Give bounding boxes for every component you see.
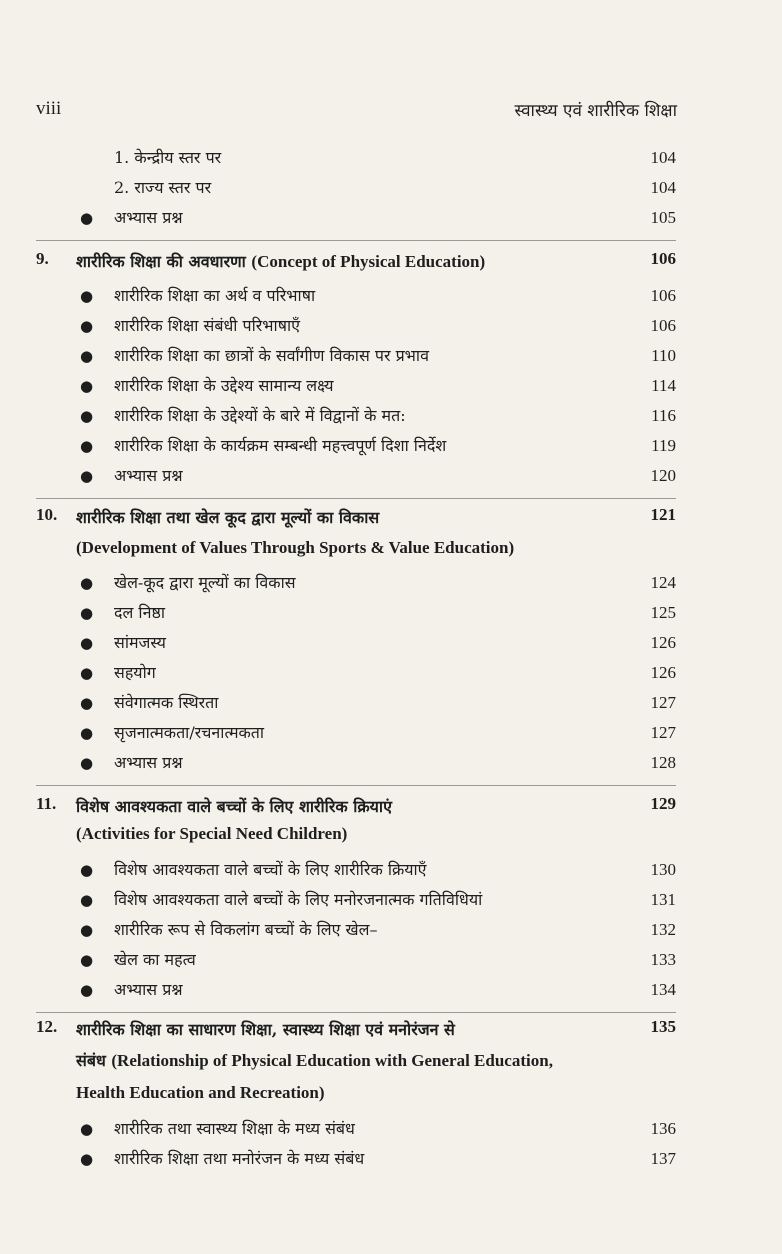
bullet-icon: ● [80, 1150, 94, 1168]
toc-row [0, 600, 782, 626]
chapter-heading [36, 505, 676, 559]
bullet-icon: ● [80, 377, 94, 395]
toc-row [0, 947, 782, 973]
toc-row-text: सहयोग [114, 663, 156, 682]
toc-row-text: विशेष आवश्यकता वाले बच्चों के लिए शारीरिक क्रियाएँ [114, 860, 427, 879]
bullet-icon: ● [80, 981, 94, 999]
bullet-icon: ● [80, 1120, 94, 1138]
toc-row-text: दल निष्ठा [114, 603, 166, 622]
chapter-number: 12. [36, 1017, 58, 1036]
toc-row-text: 1. केन्द्रीय स्तर पर [114, 148, 222, 167]
toc-row [0, 887, 782, 913]
toc-row-page: 116 [651, 406, 676, 425]
toc-row-page: 130 [650, 860, 676, 879]
toc-row-text: शारीरिक शिक्षा के उद्देश्यों के बारे में विद्वानों के मत: [114, 406, 406, 425]
toc-row [0, 373, 782, 399]
toc-row-page: 110 [651, 346, 676, 365]
chapter-title-en-line3: Health Education and Recreation) [76, 1083, 325, 1102]
toc-row-text: अभ्यास प्रश्न [114, 980, 183, 999]
page-header [36, 98, 677, 122]
chapter-title-hi: शारीरिक शिक्षा तथा खेल कूद द्वारा मूल्यों का विकास [76, 508, 380, 527]
book-title: स्वास्थ्य एवं शारीरिक शिक्षा [514, 101, 677, 121]
bullet-icon: ● [80, 724, 94, 742]
toc-row-page: 114 [651, 376, 676, 395]
chapter-title-en-line2: (Relationship of Physical Education with General Education, [111, 1051, 553, 1070]
toc-row-text: शारीरिक शिक्षा का छात्रों के सर्वांगीण विकास पर प्रभाव [114, 346, 429, 365]
toc-row [0, 750, 782, 776]
toc-row [0, 403, 782, 429]
toc-row-text: 2. राज्य स्तर पर [114, 178, 212, 197]
toc-row-page: 133 [650, 950, 676, 969]
bullet-icon: ● [80, 664, 94, 682]
toc-row-text: शारीरिक शिक्षा के उद्देश्य सामान्य लक्ष्य [114, 376, 334, 395]
toc-row-page: 128 [650, 753, 676, 772]
chapter-page: 129 [650, 794, 676, 813]
toc-row-text: अभ्यास प्रश्न [114, 208, 183, 227]
toc-row-text: शारीरिक शिक्षा के कार्यक्रम सम्बन्धी महत्त्वपूर्ण दिशा निर्देश [114, 436, 447, 455]
chapter-title-hi: शारीरिक शिक्षा की अवधारणा [76, 252, 246, 271]
toc-row [0, 463, 782, 489]
chapter-number: 11. [36, 794, 57, 813]
toc-row-page: 126 [650, 663, 676, 682]
toc-row-page: 124 [650, 573, 676, 592]
toc-row [0, 283, 782, 309]
toc-row-page: 120 [650, 466, 676, 485]
toc-row-text: अभ्यास प्रश्न [114, 753, 183, 772]
toc-row-page: 104 [650, 178, 676, 197]
toc-row-text: खेल का महत्व [114, 950, 196, 969]
chapter-title-en: (Development of Values Through Sports & Value Education) [76, 538, 515, 557]
toc-row [0, 205, 782, 231]
bullet-icon: ● [80, 287, 94, 305]
toc-row [0, 917, 782, 943]
toc-row-page: 104 [650, 148, 676, 167]
chapter-title-en: (Concept of Physical Education) [251, 252, 486, 271]
chapter-title-en: (Activities for Special Need Children) [76, 824, 348, 843]
toc-row [0, 720, 782, 746]
toc-row-page: 132 [650, 920, 676, 939]
toc-row-page: 126 [650, 633, 676, 652]
toc-row [0, 857, 782, 883]
chapter-page: 106 [650, 249, 676, 268]
toc-row-text: शारीरिक रूप से विकलांग बच्चों के लिए खेल– [114, 920, 378, 939]
chapter-page: 135 [650, 1017, 676, 1036]
toc-row [0, 145, 782, 171]
chapter-title-hi-line2: संबंध [76, 1051, 106, 1070]
toc-row-text: सांमजस्य [114, 633, 166, 652]
chapter-page: 121 [650, 505, 676, 524]
toc-row-text: शारीरिक शिक्षा तथा मनोरंजन के मध्य संबंध [114, 1149, 365, 1168]
toc-row [0, 570, 782, 596]
toc-row [0, 1146, 782, 1172]
chapter-number: 9. [36, 249, 49, 268]
bullet-icon: ● [80, 407, 94, 425]
chapter-title-hi: विशेष आवश्यकता वाले बच्चों के लिए शारीरिक क्रियाएं [76, 797, 392, 816]
toc-row [0, 630, 782, 656]
toc-row-page: 137 [650, 1149, 676, 1168]
toc-row-text: विशेष आवश्यकता वाले बच्चों के लिए मनोरजनात्मक गतिविधियां [114, 890, 483, 909]
divider [36, 785, 676, 786]
toc-row-text: शारीरिक तथा स्वास्थ्य शिक्षा के मध्य संबंध [114, 1119, 355, 1138]
toc-row-text: सृजनात्मकता/रचनात्मकता [114, 723, 265, 742]
toc-row [0, 690, 782, 716]
chapter-title-line2 [76, 1048, 553, 1074]
chapter-heading [36, 794, 676, 848]
page-number: viii [36, 98, 62, 119]
toc-row-text: खेल-कूद द्वारा मूल्यों का विकास [114, 573, 296, 592]
bullet-icon: ● [80, 604, 94, 622]
divider [36, 1012, 676, 1013]
toc-row [0, 660, 782, 686]
bullet-icon: ● [80, 574, 94, 592]
toc-row-page: 106 [650, 286, 676, 305]
chapter-heading [36, 249, 676, 275]
toc-row [0, 1116, 782, 1142]
toc-row [0, 977, 782, 1003]
bullet-icon: ● [80, 467, 94, 485]
toc-row-page: 119 [651, 436, 676, 455]
toc-row [0, 343, 782, 369]
bullet-icon: ● [80, 921, 94, 939]
toc-row [0, 313, 782, 339]
bullet-icon: ● [80, 634, 94, 652]
toc-row-page: 127 [650, 723, 676, 742]
chapter-title-hi-line1: शारीरिक शिक्षा का साधारण शिक्षा, स्वास्थ्य शिक्षा एवं मनोरंजन से [76, 1020, 455, 1039]
toc-row-page: 125 [650, 603, 676, 622]
bullet-icon: ● [80, 951, 94, 969]
bullet-icon: ● [80, 347, 94, 365]
divider [36, 498, 676, 499]
bullet-icon: ● [80, 891, 94, 909]
divider [36, 240, 676, 241]
toc-row-text: शारीरिक शिक्षा संबंधी परिभाषाएँ [114, 316, 300, 335]
bullet-icon: ● [80, 317, 94, 335]
toc-row [0, 175, 782, 201]
toc-row-text: अभ्यास प्रश्न [114, 466, 183, 485]
bullet-icon: ● [80, 437, 94, 455]
chapter-heading [36, 1017, 676, 1107]
toc-row-text: शारीरिक शिक्षा का अर्थ व परिभाषा [114, 286, 316, 305]
toc-row-page: 134 [650, 980, 676, 999]
toc-row [0, 433, 782, 459]
bullet-icon: ● [80, 861, 94, 879]
chapter-title [76, 249, 485, 275]
bullet-icon: ● [80, 209, 94, 227]
chapter-number: 10. [36, 505, 58, 524]
toc-row-text: संवेगात्मक स्थिरता [114, 693, 219, 712]
toc-row-page: 136 [650, 1119, 676, 1138]
toc-row-page: 127 [650, 693, 676, 712]
bullet-icon: ● [80, 754, 94, 772]
toc-row-page: 131 [650, 890, 676, 909]
bullet-icon: ● [80, 694, 94, 712]
toc-row-page: 106 [650, 316, 676, 335]
toc-row-page: 105 [650, 208, 676, 227]
